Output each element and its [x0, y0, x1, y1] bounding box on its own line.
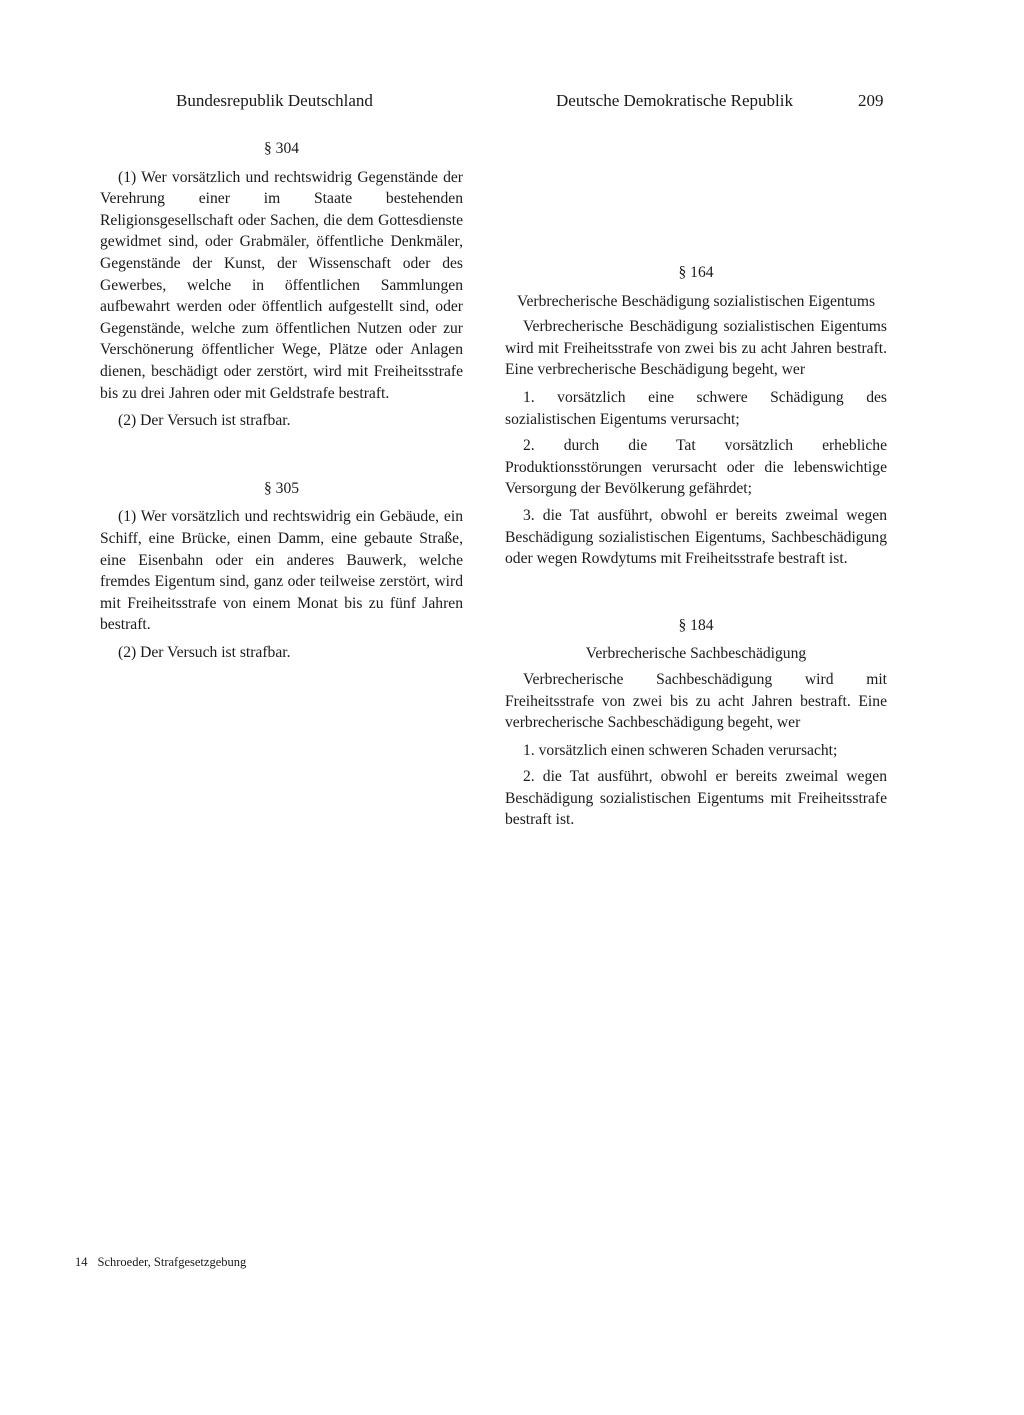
list-item: 1. vorsätzlich einen schweren Schaden verursacht; — [523, 741, 838, 759]
section-number: § 184 — [678, 616, 714, 634]
paragraph: (2) Der Versuch ist strafbar. — [118, 643, 291, 661]
right-column — [505, 262, 887, 839]
paragraph: Verbrecherische Beschädigung sozialistischen Eigentums wird mit Freiheitsstrafe von zwei bis zu acht Jahren bestraft. Eine verbrecherische Beschädigung begeht, wer — [505, 318, 887, 379]
list-item: 3. die Tat ausführt, obwohl er bereits zweimal wegen Beschädigung sozialistischen Eigentums, Sachbeschädigung oder wegen Rowdytums mit Freiheitsstrafe bestraft ist. — [505, 506, 887, 568]
list-item: 1. vorsätzlich eine schwere Schädigung des sozialistischen Eigentums verursacht; — [505, 388, 887, 428]
section-number: § 304 — [263, 140, 300, 157]
section-title: Verbrecherische Sachbeschädigung — [585, 645, 807, 663]
paragraph: (1) Wer vorsätzlich und rechtswidrig ein Gebäude, ein Schiff, eine Brücke, einen Damm, eine gebaute Straße, eine Eisenbahn oder ein anderes Bauwerk, welche fremdes Eigentum sind, ganz oder teilweise zerstört, wird mit Freiheitsstrafe von einem Monat bis zu fünf Jahren bestraft. — [100, 508, 463, 634]
section-164 — [505, 262, 887, 570]
running-header-left: Bundesrepublik Deutschland — [176, 91, 373, 110]
paragraph: (1) Wer vorsätzlich und rechtswidrig Gegenstände der Verehrung einer im Staate bestehenden Religionsgesellschaft oder Sachen, die dem Gottesdienste gewidmet sind, oder Grabmäler, öffentliche Denkmäler, Gegenstände der Kunst, der Wissenschaft oder des Gewerbes, welche in öffentlichen Sammlungen aufbewahrt werden oder öffentlich aufgestellt sind, oder Gegenstände, welche zum öffentlichen Nutzen oder zur Verschönerung öffentlicher Wege, Plätze oder Anlagen dienen, beschädigt oder zerstört, wird mit Freiheitsstrafe bis zu drei Jahren oder mit Geldstrafe bestraft. — [100, 168, 463, 402]
footer-text: Schroeder, Strafgesetzgebung — [97, 1255, 247, 1269]
left-column — [100, 138, 463, 671]
section-number: § 164 — [678, 264, 714, 281]
section-number: § 305 — [263, 479, 300, 497]
page-number: 209 — [858, 91, 884, 110]
paragraph: (2) Der Versuch ist strafbar. — [118, 412, 291, 430]
signature-mark: 14 — [75, 1255, 88, 1269]
paragraph: Verbrecherische Sachbeschädigung wird mit Freiheitsstrafe von zwei bis zu acht Jahren bestraft. Eine verbrecherische Sachbeschädigung begeht, wer — [505, 670, 887, 732]
running-header-right: Deutsche Demokratische Republik — [556, 91, 793, 110]
section-title: Verbrecherische Beschädigung sozialistischen Eigentums — [516, 292, 876, 310]
section-305 — [100, 478, 463, 664]
list-item: 2. die Tat ausführt, obwohl er bereits zweimal wegen Beschädigung sozialistischen Eigentums mit Freiheitsstrafe bestraft ist. — [505, 768, 887, 829]
spacer — [100, 440, 463, 478]
spacer — [505, 578, 887, 615]
section-304 — [100, 138, 463, 432]
section-184 — [505, 615, 887, 831]
footer — [75, 1254, 256, 1270]
list-item: 2. durch die Tat vorsätzlich erhebliche Produktionsstörungen verursacht oder die lebenswichtige Versorgung der Bevölkerung gefährdet; — [505, 437, 887, 498]
